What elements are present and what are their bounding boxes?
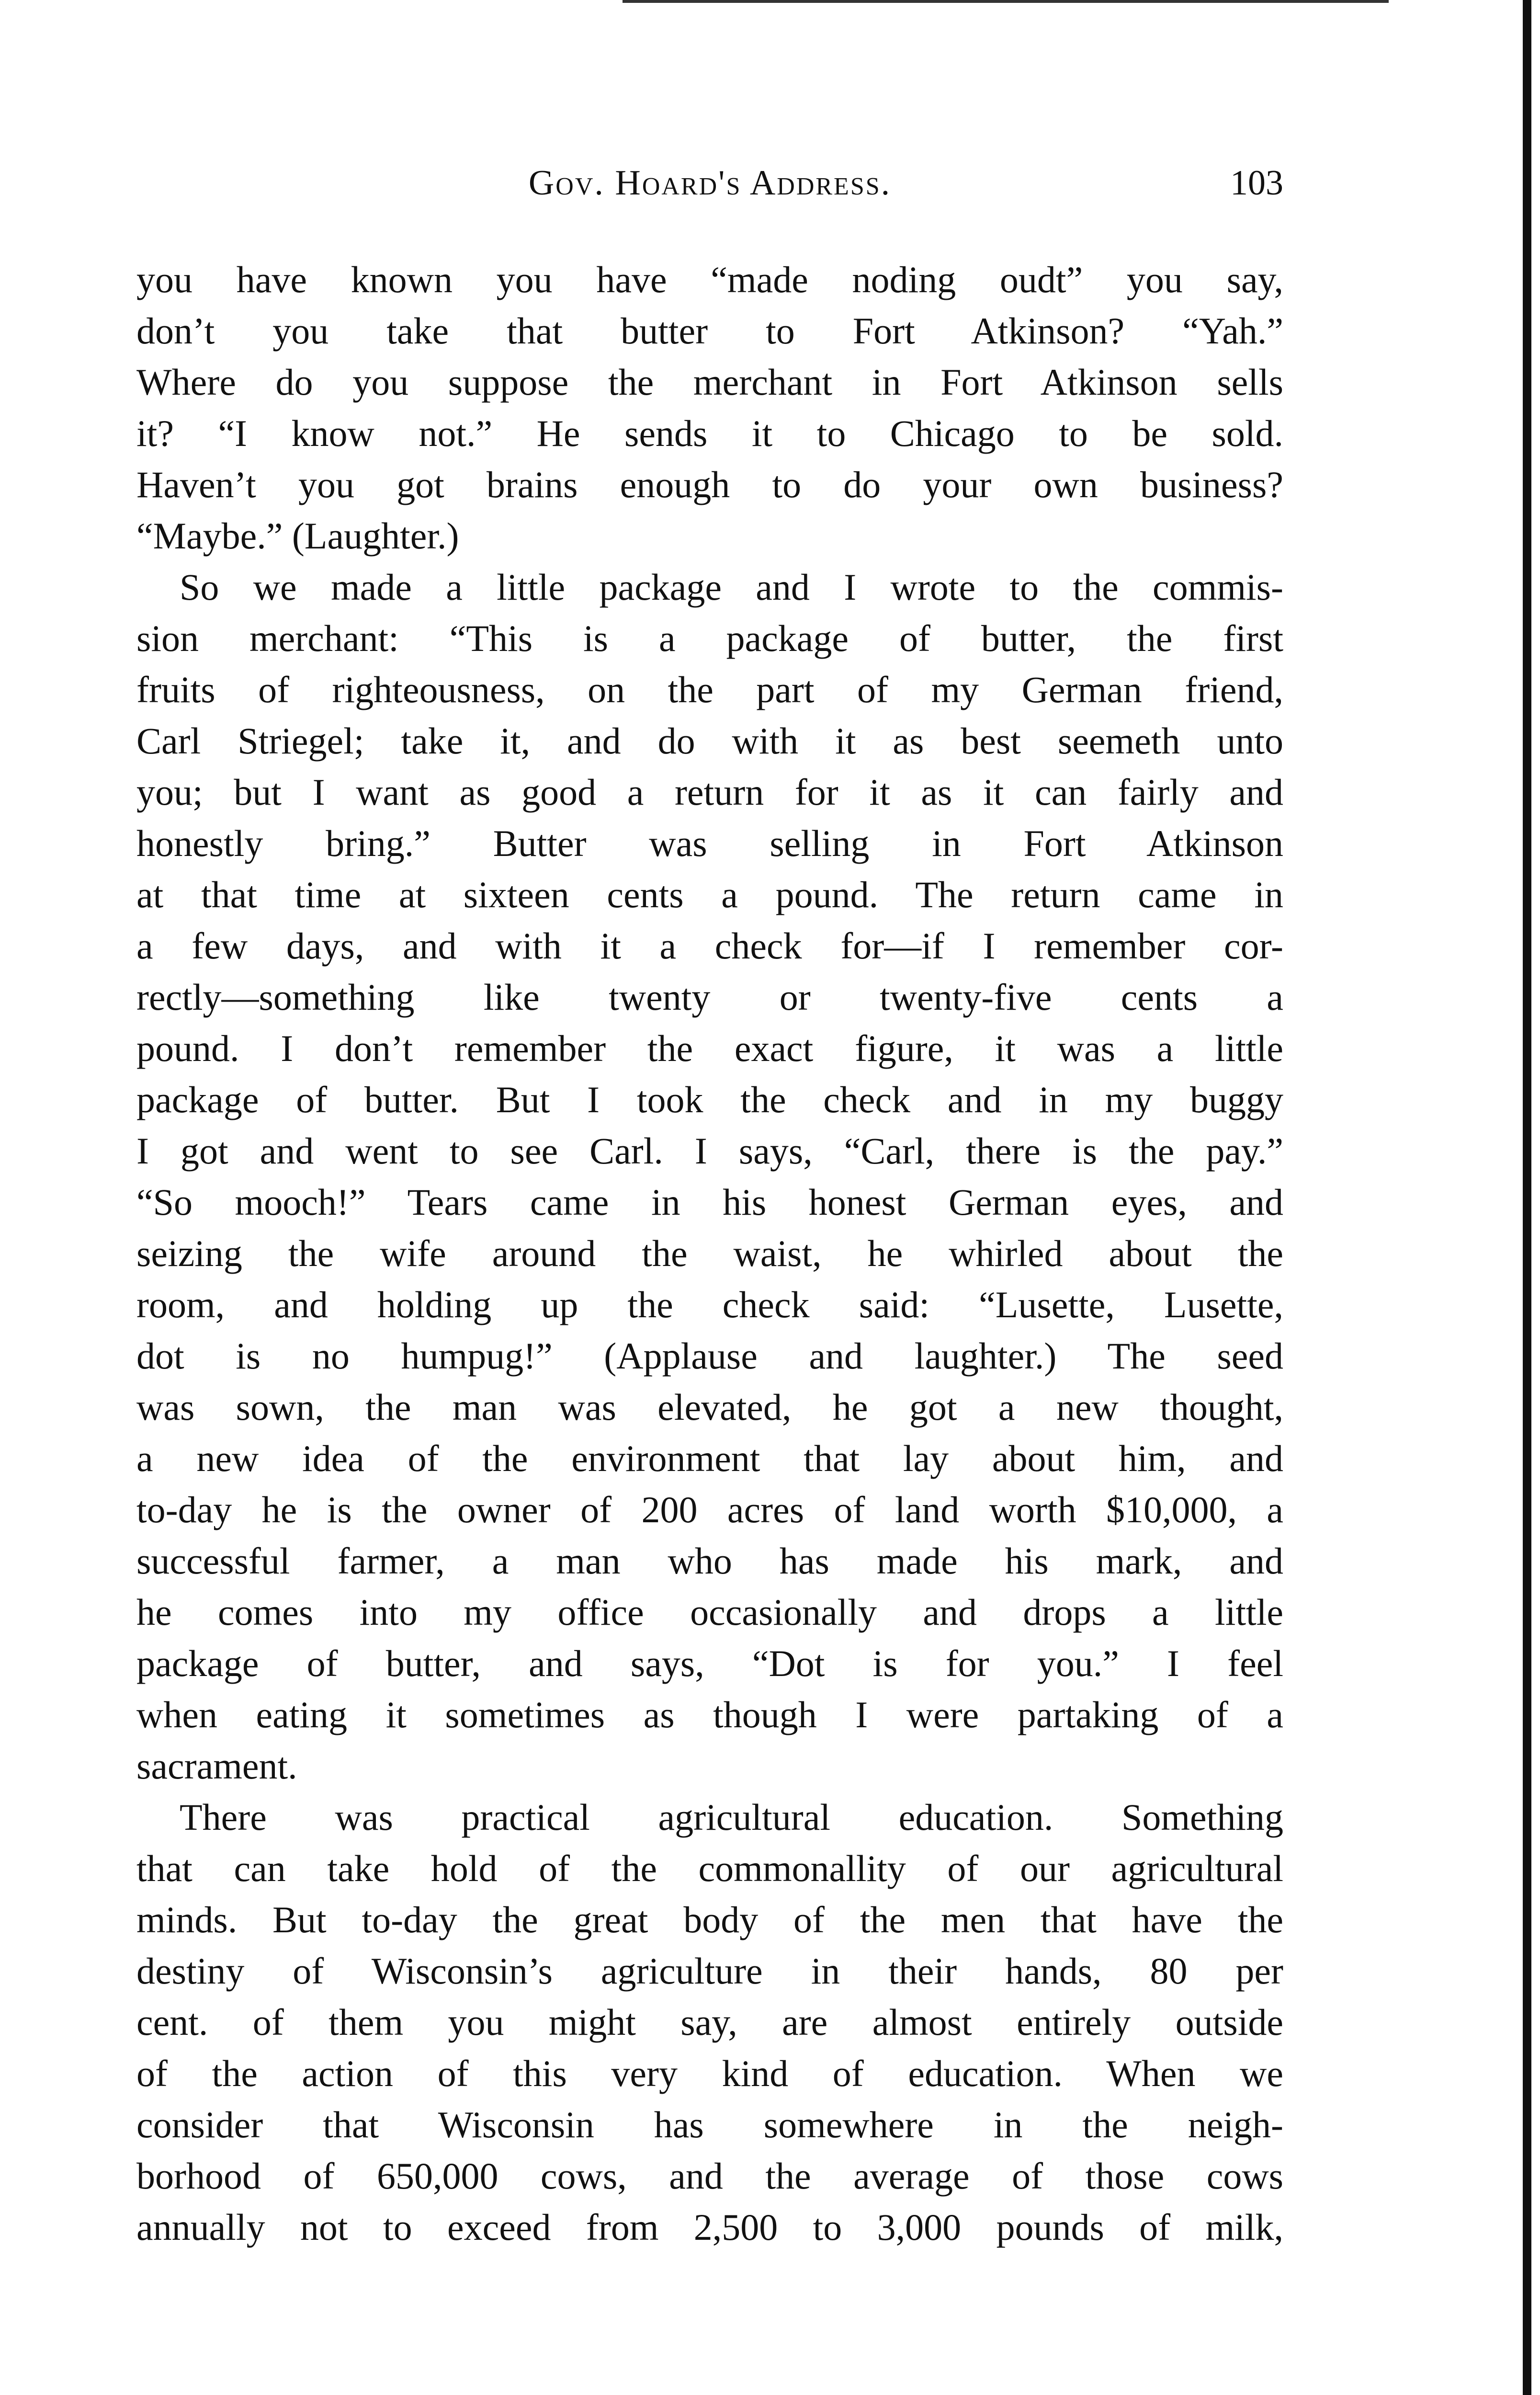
text-line: fruits of righteousness, on the part of my German friend, — [136, 669, 1283, 710]
text-line: minds. But to-day the great body of the men that have the — [136, 1899, 1283, 1940]
text-line: sacrament. — [136, 1745, 297, 1787]
text-line: I got and went to see Carl. I says, “Carl, there is the pay.” — [136, 1130, 1283, 1172]
text-line: consider that Wisconsin has somewhere in the neigh- — [136, 2104, 1283, 2145]
text-line: successful farmer, a man who has made his mark, and — [136, 1540, 1283, 1582]
text-line: it? “I know not.” He sends it to Chicago to be sold. — [136, 412, 1283, 454]
text-line: he comes into my office occasionally and drops a little — [136, 1591, 1283, 1633]
text-line: seizing the wife around the waist, he whirled about the — [136, 1232, 1283, 1274]
text-line: destiny of Wisconsin’s agriculture in their hands, 80 per — [136, 1950, 1283, 1992]
text-line: “Maybe.” (Laughter.) — [136, 515, 459, 557]
body-text — [136, 254, 1283, 2253]
text-line: that can take hold of the commonallity of our agricultural — [136, 1848, 1283, 1889]
text-line: pound. I don’t remember the exact figure, it was a little — [136, 1027, 1283, 1069]
text-line: Where do you suppose the merchant in Fort Atkinson sells — [136, 361, 1283, 403]
text-line: when eating it sometimes as though I were partaking of a — [136, 1694, 1283, 1735]
text-line: borhood of 650,000 cows, and the average of those cows — [136, 2155, 1283, 2197]
text-line: annually not to exceed from 2,500 to 3,000 pounds of milk, — [136, 2206, 1283, 2248]
text-line: at that time at sixteen cents a pound. The return came in — [136, 874, 1283, 915]
text-line: package of butter, and says, “Dot is for you.” I feel — [136, 1642, 1283, 1684]
text-line: dot is no humpug!” (Applause and laughter.) The seed — [136, 1335, 1283, 1377]
running-head — [136, 163, 1283, 216]
page-number: 103 — [1230, 163, 1283, 203]
text-line: was sown, the man was elevated, he got a new thought, — [136, 1386, 1283, 1428]
running-title: Gov. Hoard's Address. — [528, 163, 892, 203]
text-line: There was practical agricultural education. Something — [180, 1796, 1283, 1838]
scan-edge-right — [1523, 0, 1531, 2395]
text-line: rectly—something like twenty or twenty-five cents a — [136, 976, 1283, 1018]
text-line: room, and holding up the check said: “Lusette, Lusette, — [136, 1284, 1283, 1325]
text-line: to-day he is the owner of 200 acres of land worth $10,000, a — [136, 1489, 1283, 1530]
text-line: Carl Striegel; take it, and do with it as best seemeth unto — [136, 720, 1283, 762]
text-line: you; but I want as good a return for it as it can fairly and — [136, 771, 1283, 813]
text-line: So we made a little package and I wrote to the commis- — [180, 566, 1283, 608]
text-line: package of butter. But I took the check and in my buggy — [136, 1079, 1283, 1120]
text-line: cent. of them you might say, are almost entirely outside — [136, 2001, 1283, 2043]
text-line: Haven’t you got brains enough to do your own business? — [136, 464, 1283, 505]
text-line: honestly bring.” Butter was selling in Fort Atkinson — [136, 822, 1283, 864]
text-line: a new idea of the environment that lay about him, and — [136, 1437, 1283, 1479]
text-line: don’t you take that butter to Fort Atkinson? “Yah.” — [136, 310, 1283, 352]
text-line: a few days, and with it a check for—if I remember cor- — [136, 925, 1283, 967]
text-line: “So mooch!” Tears came in his honest German eyes, and — [136, 1181, 1283, 1223]
scan-edge-top — [623, 0, 1389, 3]
text-line: you have known you have “made noding oudt” you say, — [136, 259, 1283, 300]
text-line: of the action of this very kind of education. When we — [136, 2053, 1283, 2094]
text-line: sion merchant: “This is a package of butter, the first — [136, 617, 1283, 659]
